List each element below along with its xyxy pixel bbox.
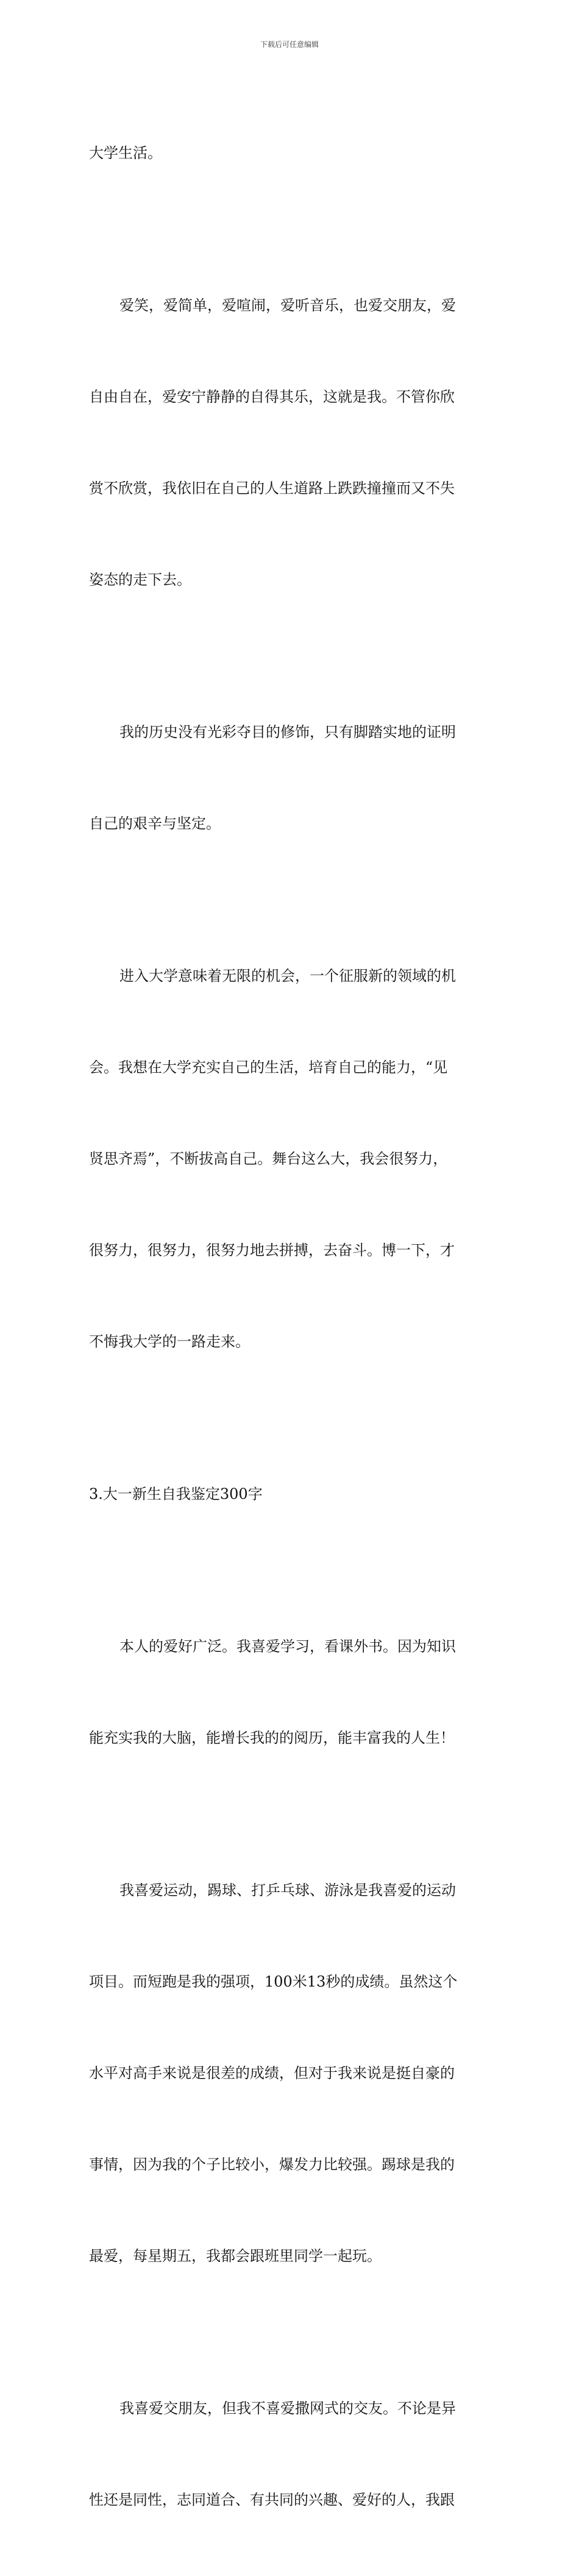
text-line: 进入大学意味着无限的机会，一个征服新的领域的机	[119, 967, 456, 984]
text-line: 我喜爱交朋友，但我不喜爱撒网式的交友。不论是异	[119, 2400, 456, 2417]
text-line: 性还是同性，志同道合、有共同的兴趣、爱好的人，我跟	[89, 2491, 455, 2508]
text-line: 自由自在，爱安宁静静的自得其乐，这就是我。不管你欣	[89, 388, 455, 405]
text-line: 很努力，很努力，很努力地去拼搏，去奋斗。博一下，才	[89, 1242, 455, 1259]
paragraph	[89, 77, 492, 229]
text-line: 姿态的走下去。	[89, 571, 191, 588]
text-line: 我喜爱运动，踢球、打乒乓球、游泳是我喜爱的运动	[119, 1882, 456, 1899]
text-line: 贤思齐焉”，不断拔高自己。舞台这么大，我会很努力，	[89, 1150, 448, 1167]
paragraph	[89, 2332, 492, 2576]
text-line: 不悔我大学的一路走来。	[89, 1333, 250, 1350]
paragraph	[89, 1570, 492, 1814]
text-line: 会。我想在大学充实自己的生活，培育自己的能力，“见	[89, 1059, 448, 1076]
paragraph	[89, 900, 492, 1418]
text-line: 本人的爱好广泛。我喜爱学习，看课外书。因为知识	[119, 1638, 456, 1655]
text-line: 赏不欣赏，我依旧在自己的人生道路上跌跌撞撞而又不失	[89, 480, 455, 497]
paragraph	[89, 656, 492, 900]
section-heading	[89, 1418, 492, 1570]
text-line: 我的历史没有光彩夺目的修饰，只有脚踏实地的证明	[119, 724, 456, 741]
text-line: 爱笑，爱简单，爱喧闹，爱听音乐，也爱交朋友，爱	[119, 297, 456, 314]
text-line: 大学生活。	[89, 144, 162, 162]
paragraph	[89, 229, 492, 656]
paragraph	[89, 1814, 492, 2332]
text-line: 项目。而短跑是我的强项，100米13秒的成绩。虽然这个	[89, 1973, 458, 1990]
text-line: 水平对高手来说是很差的成绩，但对于我来说是挺自豪的	[89, 2065, 455, 2082]
text-line: 能充实我的大脑，能增长我的的阅历，能丰富我的人生！	[89, 1729, 455, 1746]
text-line: 自己的艰辛与坚定。	[89, 815, 221, 832]
page-header: 下载后可任意编辑	[260, 40, 319, 49]
text-line: 事情，因为我的个子比较小，爆发力比较强。踢球是我的	[89, 2156, 455, 2173]
document-body	[89, 77, 492, 2576]
heading-text: 3.大一新生自我鉴定300字	[89, 1485, 263, 1503]
text-line: 最爱，每星期五，我都会跟班里同学一起玩。	[89, 2247, 382, 2265]
